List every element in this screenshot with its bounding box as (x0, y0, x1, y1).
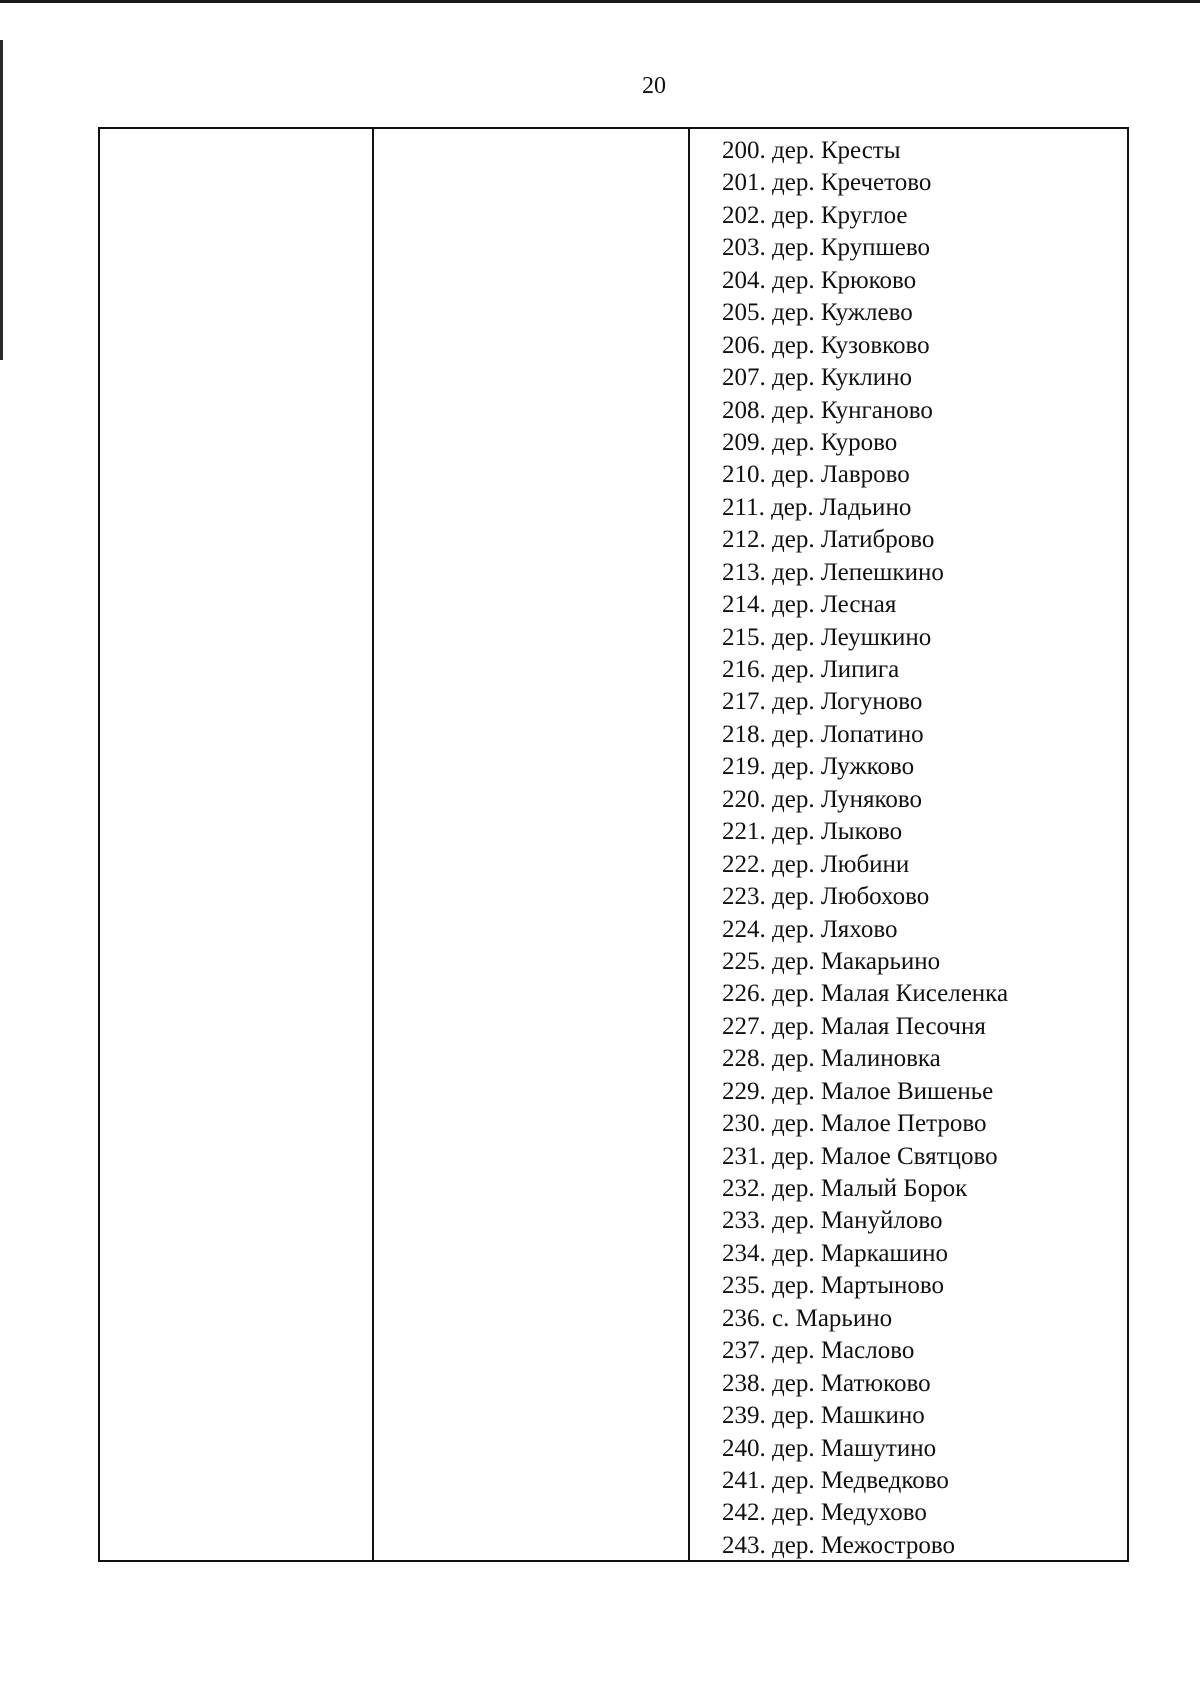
list-item: 222. дер. Любини (722, 850, 910, 878)
list-item: 240. дер. Машутино (722, 1434, 937, 1462)
list-item: 243. дер. Межострово (722, 1531, 956, 1559)
list-item: 238. дер. Матюково (722, 1369, 931, 1397)
settlements-table (98, 127, 1129, 1562)
list-item: 228. дер. Малиновка (722, 1045, 941, 1073)
list-item: 223. дер. Любохово (722, 883, 930, 911)
list-item: 205. дер. Кужлево (722, 299, 913, 327)
list-item: 211. дер. Ладьино (722, 493, 912, 521)
list-item: 208. дер. Кунганово (722, 396, 933, 424)
list-item: 204. дер. Крюково (722, 266, 917, 294)
table-column-1 (100, 129, 372, 1560)
list-item: 235. дер. Мартыново (722, 1272, 945, 1300)
list-item: 233. дер. Мануйлово (722, 1207, 943, 1235)
list-item: 218. дер. Лопатино (722, 720, 924, 748)
list-item: 220. дер. Луняково (722, 785, 923, 813)
list-item: 206. дер. Кузовково (722, 331, 930, 359)
list-item: 213. дер. Лепешкино (722, 558, 944, 586)
list-item: 214. дер. Лесная (722, 591, 897, 619)
list-item: 219. дер. Лужково (722, 753, 915, 781)
settlement-list (690, 129, 1127, 1562)
list-item: 241. дер. Медведково (722, 1466, 949, 1494)
list-item: 209. дер. Курово (722, 428, 898, 456)
list-item: 216. дер. Липига (722, 656, 900, 683)
page-number: 20 (642, 73, 666, 99)
table-column-3 (690, 129, 1127, 1560)
list-item: 232. дер. Малый Борок (722, 1175, 968, 1202)
list-item: 236. с. Марьино (722, 1304, 893, 1332)
list-item: 224. дер. Ляхово (722, 915, 898, 943)
list-item: 226. дер. Малая Киселенка (722, 980, 1009, 1008)
list-item: 230. дер. Малое Петрово (722, 1110, 987, 1138)
list-item: 229. дер. Малое Вишенье (722, 1077, 994, 1105)
list-item: 203. дер. Крупшево (722, 234, 931, 262)
scan-edge-top (0, 0, 1200, 3)
list-item: 207. дер. Куклино (722, 364, 912, 392)
list-item: 210. дер. Лаврово (722, 461, 910, 489)
list-item: 200. дер. Кресты (722, 137, 901, 164)
list-item: 202. дер. Круглое (722, 201, 908, 229)
list-item: 237. дер. Маслово (722, 1337, 915, 1365)
list-item: 227. дер. Малая Песочня (722, 1012, 986, 1040)
list-item: 225. дер. Макарьино (722, 947, 941, 975)
list-item: 221. дер. Лыково (722, 818, 903, 846)
list-item: 212. дер. Латиброво (722, 526, 935, 554)
list-item: 201. дер. Кречетово (722, 169, 932, 197)
list-item: 242. дер. Медухово (722, 1499, 927, 1527)
table-column-2 (374, 129, 688, 1560)
list-item: 234. дер. Маркашино (722, 1239, 949, 1267)
list-item: 231. дер. Малое Святцово (722, 1142, 998, 1170)
list-item: 215. дер. Леушкино (722, 623, 932, 651)
list-item: 239. дер. Машкино (722, 1402, 925, 1430)
list-item: 217. дер. Логуново (722, 688, 923, 716)
